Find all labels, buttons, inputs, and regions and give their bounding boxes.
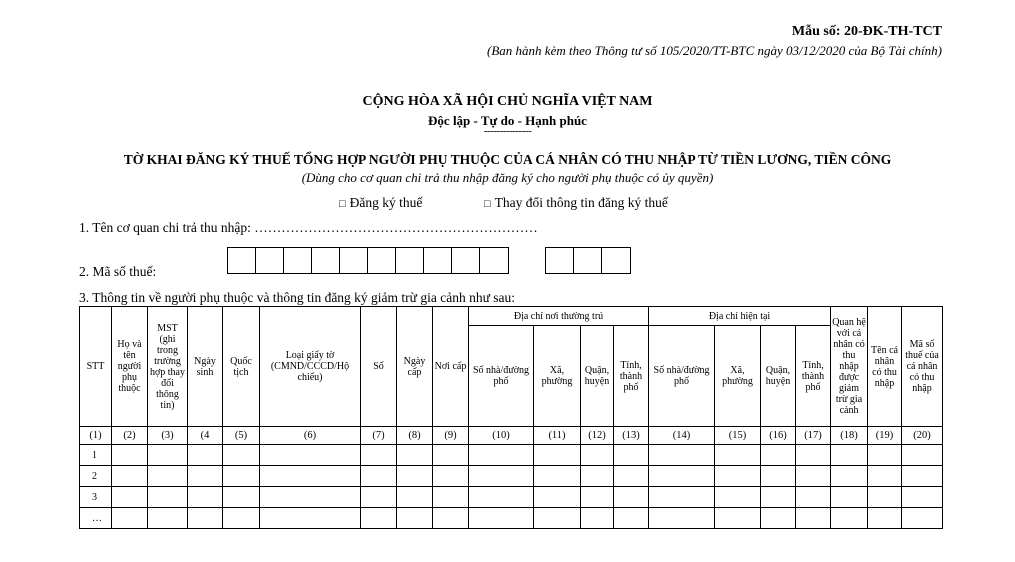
table-cell[interactable] [715,445,761,466]
table-cell[interactable] [433,508,469,529]
col-header-mst: MST (ghi trong trường hợp thay đổi thông tin) [148,307,188,427]
table-cell[interactable] [223,445,260,466]
tax-code-digit[interactable] [368,248,396,273]
table-cell[interactable] [868,466,902,487]
col-header-issue-place: Nơi cấp [433,307,469,427]
table-cell[interactable] [761,487,796,508]
option-change-label: Thay đổi thông tin đăng ký thuế [494,195,668,210]
checkbox-register[interactable]: □ [339,198,346,210]
column-number: (6) [260,427,361,445]
table-cell[interactable] [361,445,397,466]
col-header-earner-tax-code: Mã số thuế của cá nhân có thu nhập [902,307,943,427]
table-cell[interactable] [112,466,148,487]
table-cell[interactable] [188,445,223,466]
table-cell[interactable] [614,466,649,487]
group-header-current-address: Địa chỉ hiện tại [649,307,831,326]
option-change[interactable] [484,195,668,211]
national-motto: Độc lập - Tự do - Hạnh phúc [428,113,587,128]
column-number: (15) [715,427,761,445]
table-cell[interactable] [188,487,223,508]
payer-name-field: 1. Tên cơ quan chi trả thu nhập: ……………………………………………………… [79,220,538,235]
table-cell[interactable] [796,466,831,487]
column-number: (1) [80,427,112,445]
table-cell[interactable] [534,487,581,508]
col-header-id-type: Loại giấy tờ (CMND/CCCD/Hộ chiếu) [260,307,361,427]
table-cell[interactable] [223,466,260,487]
table-cell[interactable] [831,487,868,508]
table-cell[interactable] [534,508,581,529]
table-cell[interactable] [148,445,188,466]
table-cell[interactable] [796,487,831,508]
section3-label: 3. Thông tin về người phụ thuộc và thông tin đăng ký giảm trừ gia cảnh như sau: [79,290,516,305]
column-number-row [80,427,943,445]
table-cell[interactable] [831,466,868,487]
option-register-label: Đăng ký thuế [349,195,423,210]
table-cell[interactable] [614,487,649,508]
table-cell[interactable] [148,508,188,529]
table-cell[interactable] [433,487,469,508]
col-header-cur-street: Số nhà/đường phố [649,326,715,427]
col-header-relationship: Quan hệ với cá nhân có thu nhập được giảm trừ gia cảnh [831,307,868,427]
tax-code-label: 2. Mã số thuế: [79,264,157,279]
table-cell[interactable] [469,445,534,466]
table-cell[interactable] [433,445,469,466]
table-cell[interactable] [581,487,614,508]
table-cell[interactable] [112,487,148,508]
tax-code-branch-digit[interactable] [574,248,602,273]
col-header-perm-ward: Xã, phường [534,326,581,427]
row-index: … [80,508,112,529]
checkbox-change[interactable]: □ [484,198,491,210]
group-header-permanent-address: Địa chỉ nơi thường trú [469,307,649,326]
table-cell[interactable] [148,487,188,508]
table-cell[interactable] [361,487,397,508]
table-cell[interactable] [112,445,148,466]
national-title: CỘNG HÒA XÃ HỘI CHỦ NGHĨA VIỆT NAM [362,94,653,109]
table-cell[interactable] [796,445,831,466]
row-index: 3 [80,487,112,508]
tax-code-boxes[interactable] [227,247,509,274]
table-cell[interactable] [361,466,397,487]
table-cell[interactable] [649,466,715,487]
table-cell[interactable] [223,487,260,508]
table-cell[interactable] [649,508,715,529]
column-number: (20) [902,427,943,445]
table-cell[interactable] [868,487,902,508]
table-cell[interactable] [260,466,361,487]
tax-code-branch-digit[interactable] [602,248,630,273]
table-row [80,445,943,466]
col-header-nationality: Quốc tịch [223,307,260,427]
column-number: (4 [188,427,223,445]
table-cell[interactable] [469,508,534,529]
column-number: (14) [649,427,715,445]
table-cell[interactable] [469,466,534,487]
table-cell[interactable] [831,508,868,529]
table-cell[interactable] [715,487,761,508]
table-cell[interactable] [581,508,614,529]
table-cell[interactable] [649,487,715,508]
table-cell[interactable] [397,466,433,487]
col-header-cur-district: Quận, huyện [761,326,796,427]
tax-code-digit[interactable] [284,248,312,273]
table-cell[interactable] [581,445,614,466]
tax-code-digit[interactable] [396,248,424,273]
table-cell[interactable] [761,466,796,487]
table-cell[interactable] [831,445,868,466]
col-header-perm-district: Quận, huyện [581,326,614,427]
table-cell[interactable] [112,508,148,529]
tax-code-digit[interactable] [228,248,256,273]
tax-code-digit[interactable] [256,248,284,273]
table-cell[interactable] [715,466,761,487]
table-cell[interactable] [397,445,433,466]
table-cell[interactable] [188,508,223,529]
col-header-stt: STT [80,307,112,427]
table-cell[interactable] [361,508,397,529]
column-number: (18) [831,427,868,445]
row-index: 2 [80,466,112,487]
column-number: (16) [761,427,796,445]
column-number: (17) [796,427,831,445]
tax-code-digit[interactable] [452,248,480,273]
column-number: (8) [397,427,433,445]
table-cell[interactable] [902,508,943,529]
col-header-perm-province: Tỉnh, thành phố [614,326,649,427]
table-cell[interactable] [649,445,715,466]
table-cell[interactable] [148,466,188,487]
table-cell[interactable] [534,466,581,487]
table-cell[interactable] [260,508,361,529]
form-subtitle: (Dùng cho cơ quan chi trả thu nhập đăng ký cho người phụ thuộc có ủy quyền) [301,170,714,185]
table-row [80,508,943,529]
table-cell[interactable] [614,445,649,466]
column-number: (2) [112,427,148,445]
column-number: (19) [868,427,902,445]
divider: --------------- [483,125,532,137]
tax-code-digit[interactable] [480,248,508,273]
column-number: (12) [581,427,614,445]
table-cell[interactable] [534,445,581,466]
table-cell[interactable] [223,508,260,529]
column-number: (5) [223,427,260,445]
column-number: (9) [433,427,469,445]
table-cell[interactable] [761,508,796,529]
table-cell[interactable] [260,487,361,508]
table-cell[interactable] [868,445,902,466]
col-header-cur-province: Tỉnh, thành phố [796,326,831,427]
column-number: (11) [534,427,581,445]
table-row [80,466,943,487]
form-title: TỜ KHAI ĐĂNG KÝ THUẾ TỔNG HỢP NGƯỜI PHỤ THUỘC CỦA CÁ NHÂN CÓ THU NHẬP TỪ TIỀN LƯƠNG, TIỀN CÔNG [123,152,892,167]
table-cell[interactable] [902,445,943,466]
table-cell[interactable] [188,466,223,487]
col-header-dependent-name: Họ và tên người phụ thuộc [112,307,148,427]
column-number: (3) [148,427,188,445]
column-number: (7) [361,427,397,445]
column-number: (13) [614,427,649,445]
tax-code-digit[interactable] [424,248,452,273]
column-number: (10) [469,427,534,445]
tax-code-branch-digit[interactable] [546,248,574,273]
table-cell[interactable] [761,445,796,466]
table-cell[interactable] [614,508,649,529]
col-header-earner-name: Tên cá nhân có thu nhập [868,307,902,427]
option-register[interactable] [339,195,422,211]
table-cell[interactable] [902,466,943,487]
table-cell[interactable] [469,487,534,508]
tax-code-digit[interactable] [340,248,368,273]
col-header-id-number: Số [361,307,397,427]
table-cell[interactable] [902,487,943,508]
tax-code-digit[interactable] [312,248,340,273]
col-header-birth-date: Ngày sinh [188,307,223,427]
table-cell[interactable] [397,487,433,508]
row-index: 1 [80,445,112,466]
table-cell[interactable] [796,508,831,529]
dependents-table [79,306,943,529]
col-header-perm-street: Số nhà/đường phố [469,326,534,427]
table-row [80,487,943,508]
table-cell[interactable] [397,508,433,529]
table-cell[interactable] [433,466,469,487]
col-header-issue-date: Ngày cấp [397,307,433,427]
table-cell[interactable] [260,445,361,466]
issued-by-note: (Ban hành kèm theo Thông tư số 105/2020/TT-BTC ngày 03/12/2020 của Bộ Tài chính) [487,43,942,58]
col-header-cur-ward: Xã, phường [715,326,761,427]
table-cell[interactable] [581,466,614,487]
table-cell[interactable] [715,508,761,529]
table-cell[interactable] [868,508,902,529]
form-number: Mẫu số: 20-ĐK-TH-TCT [791,24,942,39]
tax-code-branch-boxes[interactable] [545,247,631,274]
